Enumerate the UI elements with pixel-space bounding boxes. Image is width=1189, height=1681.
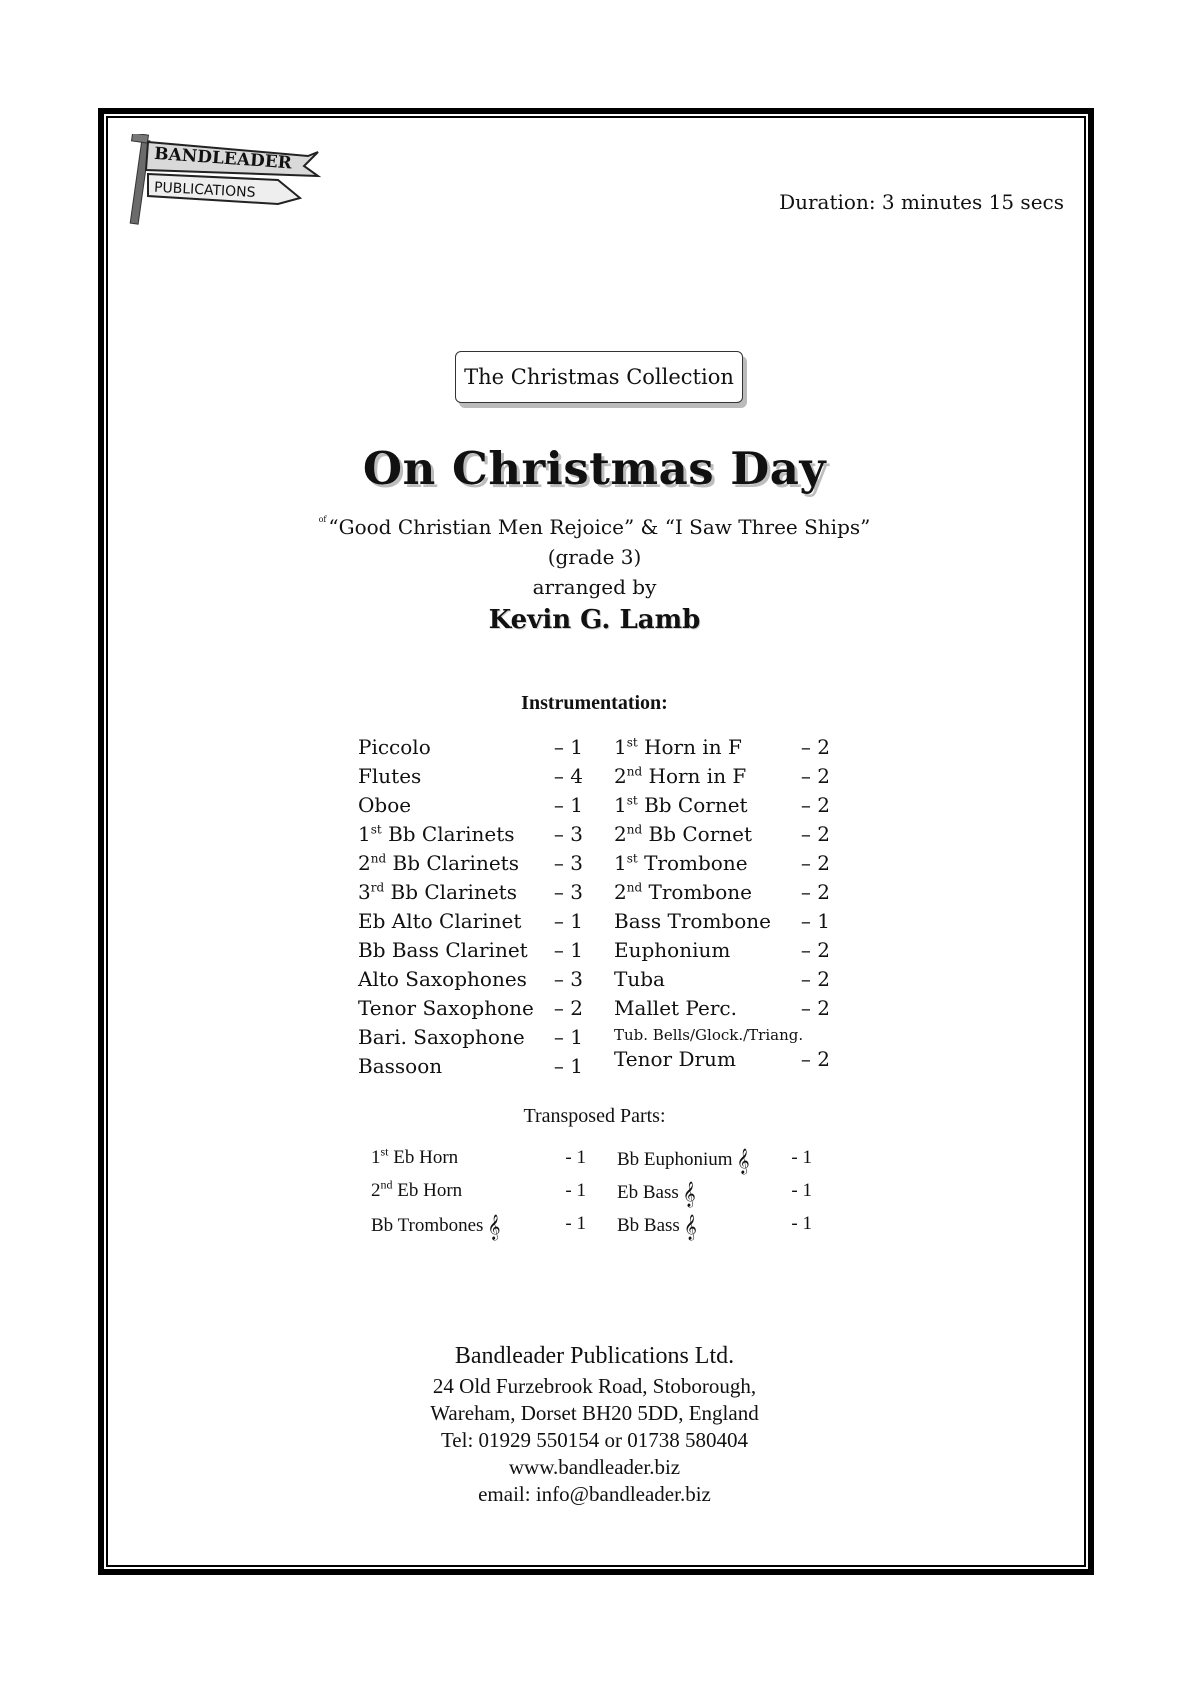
part-name [358,907,521,936]
part-ordinal: 1 [371,1147,381,1168]
part-ordinal-suffix: st [370,822,382,837]
part-ordinal: 2 [371,1180,381,1201]
part-count: – 1 [553,793,583,817]
part-row [614,1045,830,1074]
part-name [358,762,421,791]
part-ordinal: 2 [614,822,627,846]
part-name [614,994,737,1023]
publisher-name: Bandleader Publications Ltd. [454,1343,735,1369]
part-row [358,994,583,1023]
part-count: - 1 [565,1147,586,1168]
subtitle-prefix: of [318,515,327,524]
part-row [614,878,830,907]
treble-clef-icon: 𝄞 [683,1214,697,1239]
part-row [371,1141,586,1174]
part-ordinal: 1 [614,793,627,817]
part-row [358,733,583,762]
transposed-list-right [617,1141,812,1240]
part-ordinal-suffix: nd [626,764,643,779]
part-count: – 2 [800,880,830,904]
part-label: Bass Trombone [614,909,771,933]
part-row [358,1023,583,1052]
part-ordinal: 2 [358,851,371,875]
part-ordinal-suffix: st [380,1144,389,1159]
part-label: Bb Trombones [371,1215,484,1236]
part-row [358,965,583,994]
part-label: Trombone [642,880,752,904]
part-name [358,965,527,994]
part-ordinal: 3 [358,880,371,904]
part-count: – 3 [553,967,583,991]
part-label: Piccolo [358,735,431,759]
treble-clef-icon: 𝄞 [682,1181,696,1206]
part-name [358,1052,442,1081]
part-name [614,762,746,791]
part-row [358,1052,583,1081]
subtitle-text: “Good Christian Men Rejoice” & “I Saw Three Ships” [328,515,871,539]
part-label: Bb Clarinets [381,822,515,846]
part-label: Euphonium [614,938,731,962]
part-name [358,820,515,849]
instrumentation-list-left [358,733,583,1081]
publisher-address-line: 24 Old Furzebrook Road, Stoborough, [432,1374,757,1398]
part-count: – 2 [800,793,830,817]
part-label: Bb Cornet [637,793,748,817]
part-row [614,994,830,1023]
grade: (grade 3) [547,545,642,569]
part-row [358,907,583,936]
part-count: – 2 [800,938,830,962]
part-name [614,1023,803,1047]
part-name [614,936,730,965]
part-name [617,1141,750,1176]
part-ordinal-suffix: st [626,793,638,808]
part-name [371,1207,500,1242]
part-count: – 4 [553,764,583,788]
part-row [614,1023,830,1045]
publisher-address-line: Tel: 01929 550154 or 01738 580404 [440,1428,749,1452]
collection-label: The Christmas Collection [455,351,743,403]
part-count: – 2 [553,996,583,1020]
part-row [358,820,583,849]
part-label: Eb Horn [392,1180,463,1201]
logo-text-bandleader: BANDLEADER [153,143,293,174]
part-count: – 2 [800,1047,830,1071]
part-label: Alto Saxophones [358,967,527,991]
part-label: Tuba [614,967,665,991]
part-name [358,849,519,878]
part-count: – 3 [553,851,583,875]
logo-text-publications: PUBLICATIONS [153,179,256,201]
part-ordinal-suffix: nd [626,822,643,837]
part-ordinal-suffix: st [626,735,638,750]
part-label: Eb Bass [617,1182,679,1203]
part-count: – 1 [553,909,583,933]
part-ordinal: 1 [614,735,627,759]
part-label: Bb Cornet [642,822,753,846]
bandleader-logo [128,134,348,234]
part-name [614,791,748,820]
part-ordinal-suffix: rd [370,880,385,895]
publisher-address-line: Wareham, Dorset BH20 5DD, England [430,1401,759,1425]
part-ordinal: 1 [358,822,371,846]
part-count: - 1 [565,1180,586,1201]
part-row [614,733,830,762]
part-row [358,936,583,965]
part-label: Tenor Saxophone [358,996,534,1020]
part-name [614,733,742,762]
part-label: Bassoon [358,1054,443,1078]
part-label: Horn in F [637,735,742,759]
part-row [358,762,583,791]
subtitle [0,515,1189,539]
publisher-block [0,1340,1189,1508]
publisher-address-line: email: info@bandleader.biz [478,1482,711,1506]
part-label: Flutes [358,764,422,788]
part-name [614,1045,736,1074]
page-title: On Christmas Day [362,442,827,495]
part-row [617,1174,812,1207]
part-row [614,791,830,820]
part-label: Horn in F [642,764,747,788]
part-ordinal: 2 [614,764,627,788]
part-count: – 2 [800,967,830,991]
part-name [358,936,528,965]
part-ordinal: 2 [614,880,627,904]
part-row [371,1207,586,1240]
treble-clef-icon: 𝄞 [487,1214,501,1239]
part-count: - 1 [791,1213,812,1234]
instrumentation-list-right [614,733,830,1074]
part-label: Oboe [358,793,412,817]
transposed-list-left [371,1141,586,1240]
part-count: – 2 [800,764,830,788]
part-ordinal-suffix: nd [370,851,387,866]
part-label: Eb Horn [388,1147,459,1168]
publisher-address [0,1373,1189,1508]
part-ordinal-suffix: nd [626,880,643,895]
instrumentation-heading: Instrumentation: [521,692,668,714]
part-name [358,791,411,820]
part-count: – 3 [553,822,583,846]
part-name [358,1023,525,1052]
part-name [614,820,752,849]
part-row [614,936,830,965]
part-row [617,1141,812,1174]
part-label: Trombone [637,851,748,875]
part-ordinal-suffix: st [626,851,638,866]
part-row [358,791,583,820]
part-count: – 3 [553,880,583,904]
part-name [614,878,752,907]
arranger-name: Kevin G. Lamb [488,605,701,635]
part-label: Mallet Perc. [614,996,737,1020]
part-count: – 1 [553,1054,583,1078]
part-count: – 1 [553,735,583,759]
part-count: – 1 [553,1025,583,1049]
part-name [614,907,771,936]
transposed-heading: Transposed Parts: [523,1105,666,1127]
part-label: Bb Euphonium [617,1149,733,1170]
part-count: - 1 [565,1213,586,1234]
part-name [358,994,534,1023]
part-row [614,849,830,878]
part-name [614,849,748,878]
duration: Duration: 3 minutes 15 secs [779,190,1064,214]
part-label: Eb Alto Clarinet [358,909,522,933]
part-label: Bb Clarinets [384,880,517,904]
part-name [617,1207,697,1242]
part-count: – 2 [800,822,830,846]
part-label: Bari. Saxophone [358,1025,525,1049]
part-row [617,1207,812,1240]
part-label: Bb Clarinets [386,851,519,875]
part-count: – 1 [800,909,830,933]
part-ordinal-suffix: nd [380,1177,393,1192]
part-row [614,965,830,994]
arranged-by-label: arranged by [532,575,657,599]
publisher-address-line: www.bandleader.biz [508,1455,681,1479]
part-count: - 1 [791,1180,812,1201]
part-name [614,965,665,994]
part-ordinal: 1 [614,851,627,875]
treble-clef-icon: 𝄞 [736,1148,750,1173]
part-row [614,820,830,849]
part-label: Tub. Bells/Glock./Triang. [614,1026,804,1044]
part-count: – 2 [800,996,830,1020]
part-label: Tenor Drum [614,1047,736,1071]
part-row [358,878,583,907]
part-name [358,733,431,762]
part-count: – 2 [800,851,830,875]
part-count: - 1 [791,1147,812,1168]
part-row [358,849,583,878]
part-name [358,878,517,907]
part-count: – 2 [800,735,830,759]
part-name [371,1141,458,1174]
part-count: – 1 [553,938,583,962]
part-label: Bb Bass Clarinet [358,938,528,962]
part-row [614,907,830,936]
part-name [371,1174,462,1207]
part-name [617,1174,696,1209]
part-label: Bb Bass [617,1215,680,1236]
part-row [614,762,830,791]
part-row [371,1174,586,1207]
